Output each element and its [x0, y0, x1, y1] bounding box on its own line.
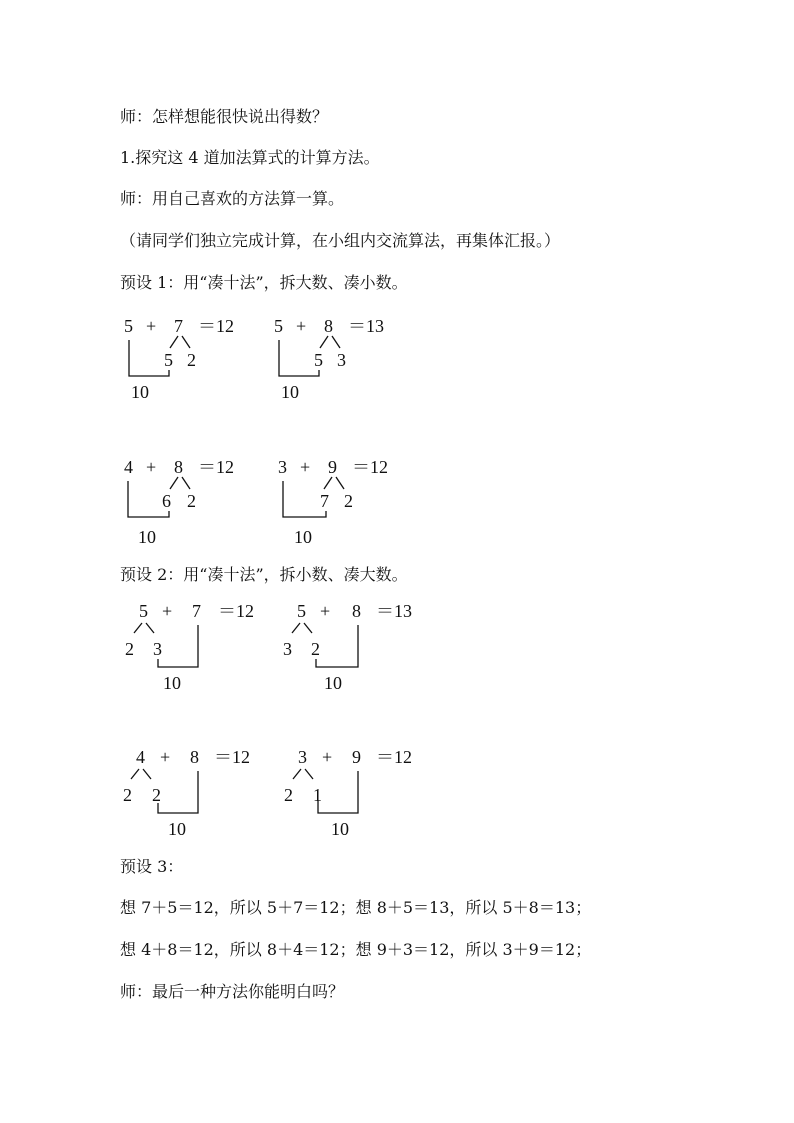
addend-b: 8 — [324, 316, 333, 336]
split-part-2: 2 — [187, 350, 196, 370]
addend-a: 5 — [124, 316, 133, 336]
make-ten-label: 10 — [168, 819, 186, 839]
split-part-1: 2 — [284, 785, 293, 805]
sum-result: ＝12 — [198, 316, 234, 336]
method2-diagram-3 — [122, 745, 272, 840]
make-ten-label: 10 — [324, 673, 342, 693]
addend-b: 9 — [352, 747, 361, 767]
addend-a: 5 — [274, 316, 283, 336]
sum-result: ＝13 — [376, 601, 412, 621]
addend-b: 7 — [174, 316, 183, 336]
method2-diagram-4 — [284, 745, 434, 840]
method2-diagram-1 — [124, 599, 274, 694]
class-activity-note: （请同学们独立完成计算，在小组内交流算法，再集体汇报。） — [120, 231, 561, 250]
sum-result: ＝12 — [214, 747, 250, 767]
addend-b: 8 — [190, 747, 199, 767]
plus-sign: + — [160, 747, 171, 767]
make-ten-label: 10 — [281, 382, 299, 402]
make-ten-label: 10 — [138, 527, 156, 547]
split-part-1: 5 — [314, 350, 323, 370]
addend-a: 3 — [298, 747, 307, 767]
teacher-question: 师：怎样想能很快说出得数？ — [120, 107, 329, 126]
preset-3-line-2: 想 4＋8＝12，所以 8＋4＝12；想 9＋3＝12，所以 3＋9＝12； — [120, 940, 592, 959]
plus-sign: + — [320, 601, 331, 621]
split-part-1: 6 — [162, 491, 171, 511]
addend-a: 5 — [139, 601, 148, 621]
split-part-2: 2 — [187, 491, 196, 511]
split-part-1: 3 — [283, 639, 292, 659]
method1-diagram-2 — [274, 314, 414, 404]
split-part-2: 3 — [153, 639, 162, 659]
method1-diagram-4 — [278, 455, 418, 545]
method1-diagram-1 — [124, 314, 264, 404]
make-ten-label: 10 — [331, 819, 349, 839]
addend-a: 4 — [124, 457, 133, 477]
plus-sign: + — [296, 316, 307, 336]
addend-b: 8 — [352, 601, 361, 621]
plus-sign: + — [322, 747, 333, 767]
preset-1-heading: 预设 1：用“凑十法”，拆大数、凑小数。 — [120, 273, 408, 292]
addend-b: 7 — [192, 601, 201, 621]
make-ten-label: 10 — [131, 382, 149, 402]
sum-result: ＝12 — [198, 457, 234, 477]
sum-result: ＝12 — [376, 747, 412, 767]
addend-b: 9 — [328, 457, 337, 477]
split-part-1: 7 — [320, 491, 329, 511]
teacher-final-question: 师：最后一种方法你能明白吗？ — [120, 982, 345, 1001]
split-part-2: 3 — [337, 350, 346, 370]
addend-a: 3 — [278, 457, 287, 477]
sum-result: ＝13 — [348, 316, 384, 336]
preset-3-heading: 预设 3： — [120, 857, 184, 876]
addend-a: 4 — [136, 747, 145, 767]
split-part-2: 2 — [152, 785, 161, 805]
sum-result: ＝12 — [218, 601, 254, 621]
sum-result: ＝12 — [352, 457, 388, 477]
split-part-1: 2 — [123, 785, 132, 805]
preset-2-heading: 预设 2：用“凑十法”，拆小数、凑大数。 — [120, 565, 408, 584]
split-part-1: 2 — [125, 639, 134, 659]
make-ten-label: 10 — [163, 673, 181, 693]
split-part-2: 2 — [311, 639, 320, 659]
split-part-2: 1 — [313, 785, 322, 805]
plus-sign: + — [162, 601, 173, 621]
section-heading: 1.探究这 4 道加法算式的计算方法。 — [120, 148, 380, 167]
plus-sign: + — [146, 316, 157, 336]
make-ten-label: 10 — [294, 527, 312, 547]
plus-sign: + — [300, 457, 311, 477]
teacher-instruction: 师：用自己喜欢的方法算一算。 — [120, 189, 345, 208]
plus-sign: + — [146, 457, 157, 477]
preset-3-line-1: 想 7＋5＝12，所以 5＋7＝12；想 8＋5＝13，所以 5＋8＝13； — [120, 898, 592, 917]
split-part-1: 5 — [164, 350, 173, 370]
addend-a: 5 — [297, 601, 306, 621]
split-part-2: 2 — [344, 491, 353, 511]
method2-diagram-2 — [282, 599, 432, 694]
method1-diagram-3 — [124, 455, 264, 545]
addend-b: 8 — [174, 457, 183, 477]
